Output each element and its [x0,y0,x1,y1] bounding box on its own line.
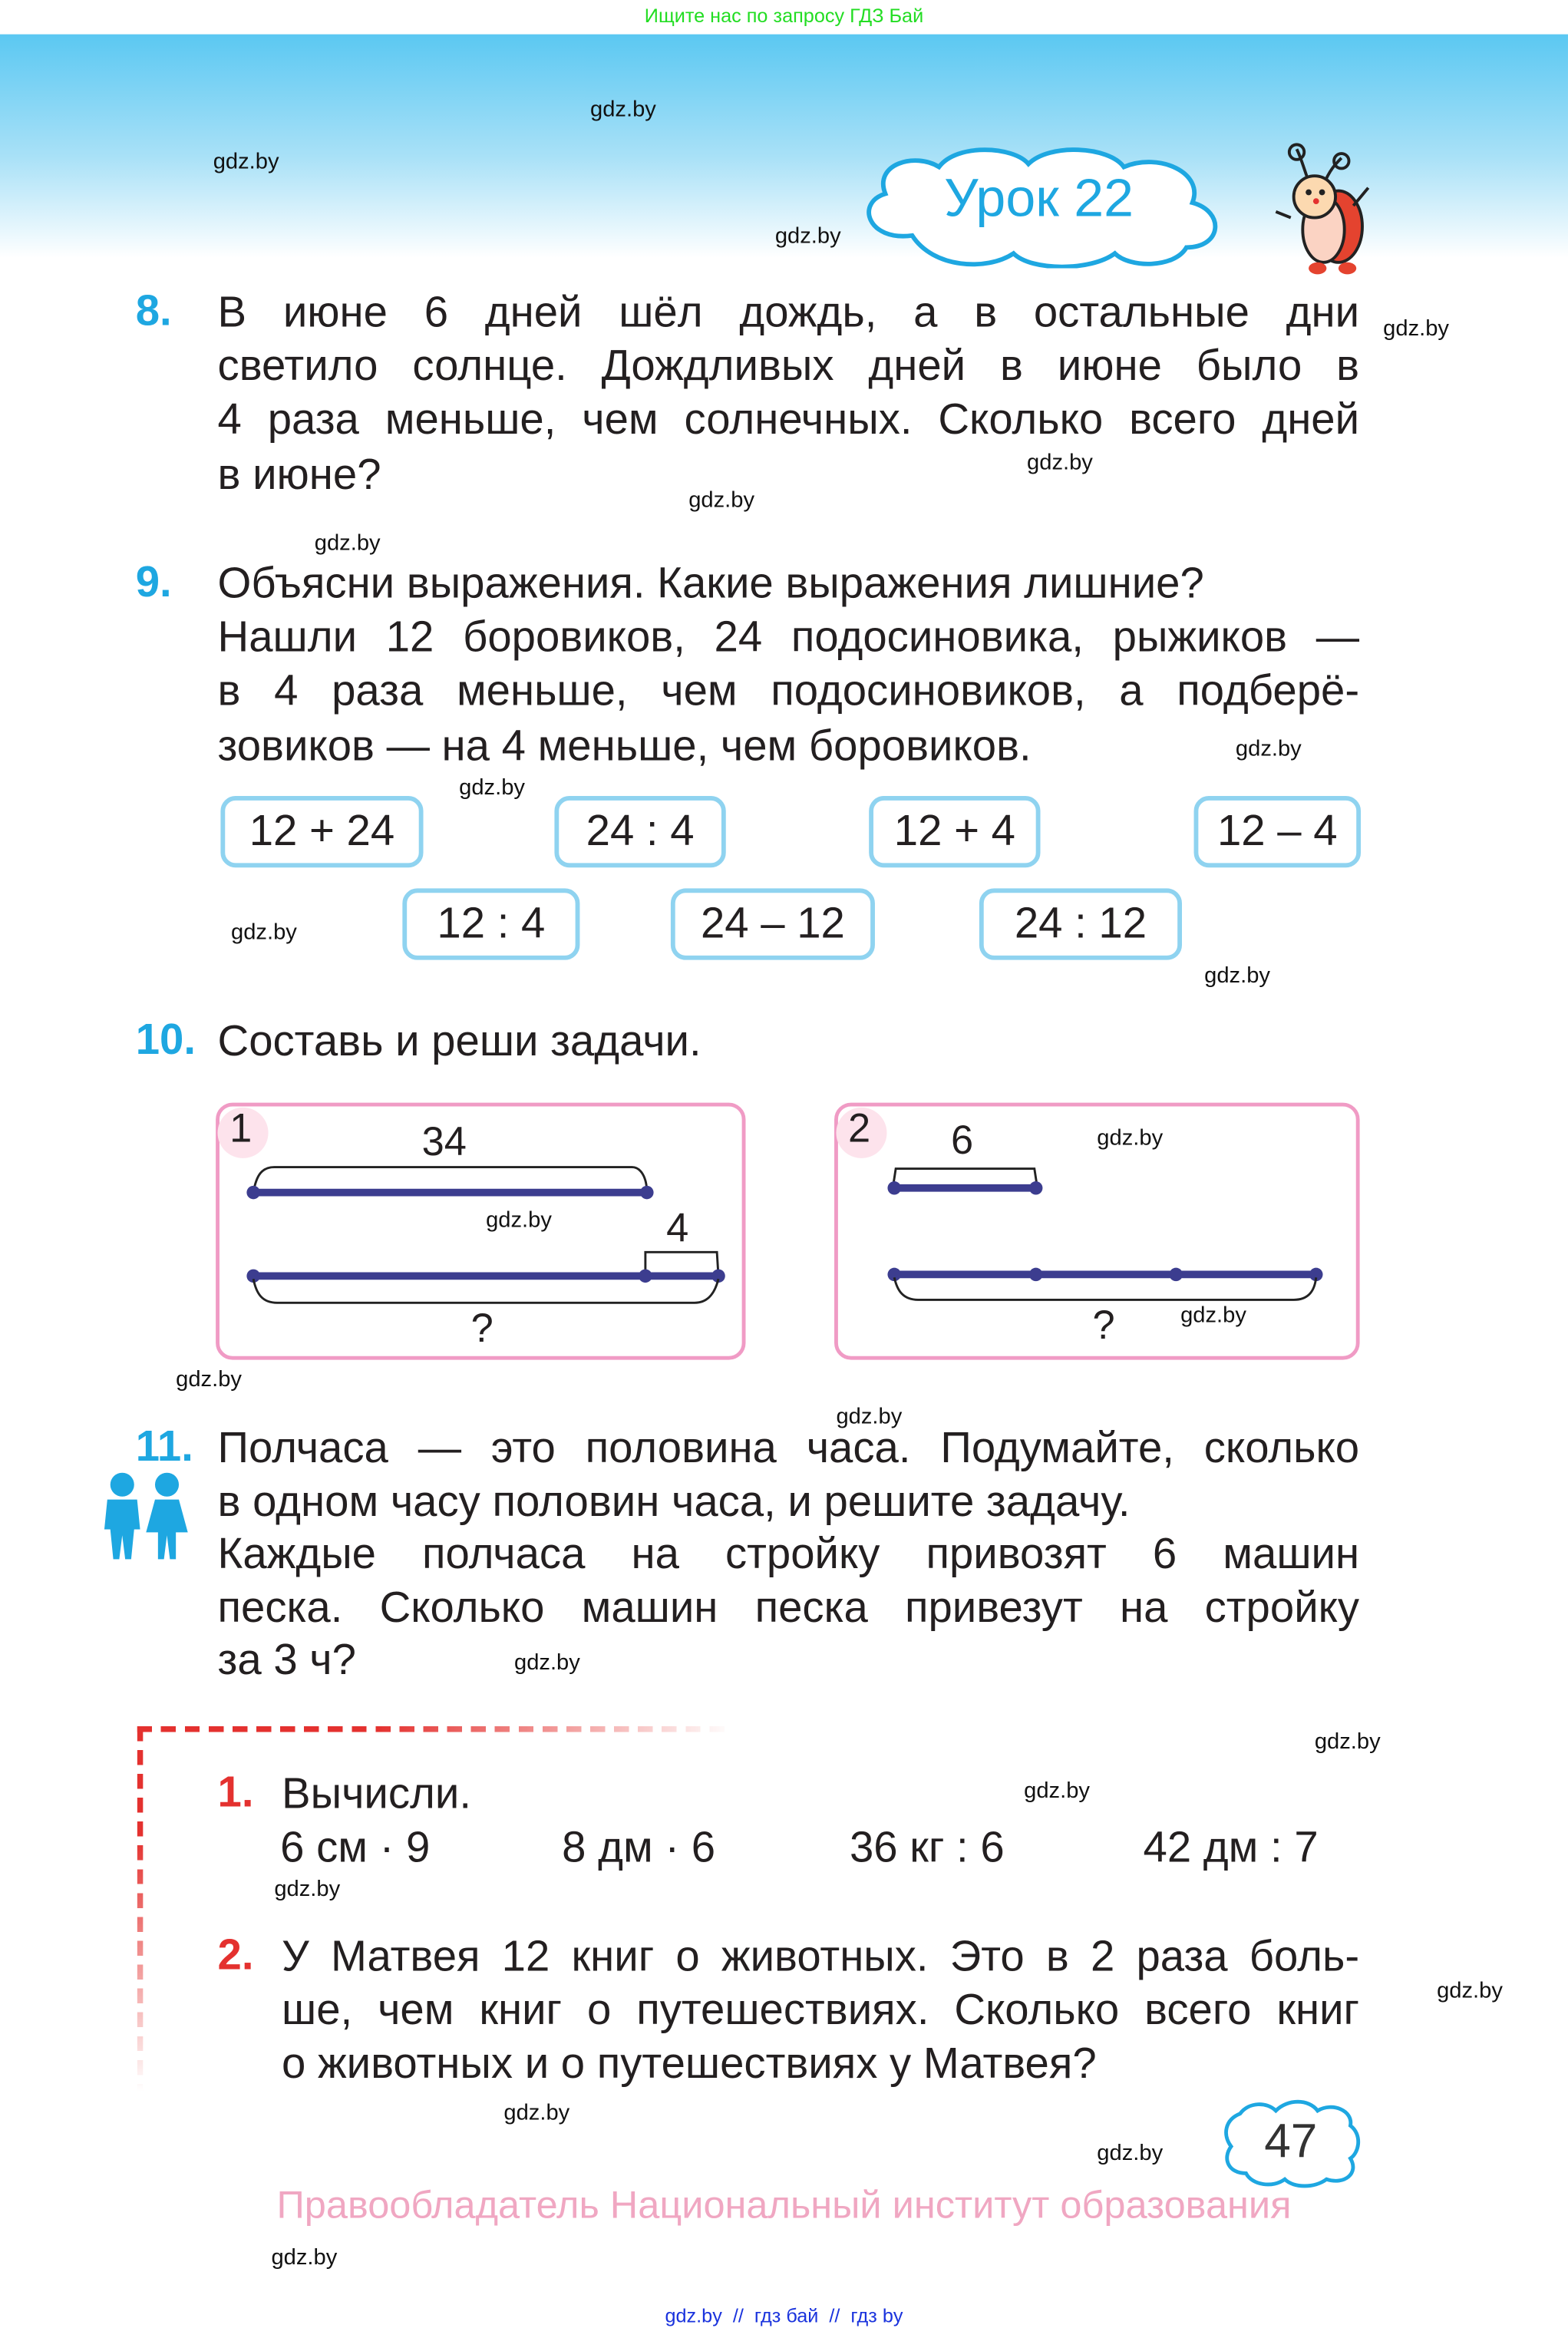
pair-work-kids-icon [95,1470,196,1562]
expression-card: 12 + 24 [220,796,423,867]
text-line: песка. Сколько машин песка привезут на стройку [217,1584,1360,1633]
watermark: gdz.by [503,2100,570,2126]
expression-card: 12 + 4 [869,796,1040,867]
watermark: gdz.by [176,1366,242,1392]
expression-card: 12 – 4 [1194,796,1362,867]
expression-card: 12 : 4 [402,888,579,959]
review-border-left [137,1726,144,2092]
watermark: gdz.by [590,97,656,123]
diagram-2-unknown: ? [1092,1303,1115,1348]
watermark: gdz.by [274,1876,341,1902]
lesson-title: Урок 22 [944,167,1134,229]
watermark: gdz.by [1180,1303,1246,1329]
text-line: в 4 раза меньше, чем подосиновиков, а подберё- [217,668,1360,716]
task-9-number: 9. [135,559,172,607]
text-line: в одном часу половин часа, и решите задачу. [217,1478,1131,1527]
review-task-1-title: Вычисли. [282,1771,472,1819]
watermark: gdz.by [213,149,279,175]
expression-card: 24 – 12 [671,888,875,959]
text-line: Каждые полчаса на стройку привозят 6 машин [217,1531,1360,1579]
review-border-top [137,1726,734,1732]
review-expression: 42 дм : 7 [1143,1824,1319,1873]
watermark: gdz.by [774,223,841,249]
watermark: gdz.by [836,1404,903,1430]
text-line: светило солнце. Дождливых дней в июне было в [217,342,1360,391]
watermark: gdz.by [1235,736,1302,762]
watermark: gdz.by [1097,2140,1164,2166]
review-expression: 6 см · 9 [280,1824,431,1873]
diagram-2-label: 2 [847,1105,871,1151]
copyright-notice: Правообладатель Национальный институт образования [276,2182,1292,2227]
diagram-1-top-value: 34 [421,1119,467,1164]
top-banner[interactable]: Ищите нас по запросу ГДЗ Бай [644,4,924,27]
page-number: 47 [1264,2113,1318,2168]
review-expression: 8 дм · 6 [562,1824,716,1873]
watermark: gdz.by [486,1207,552,1233]
text-line: зовиков — на 4 меньше, чем боровиков. [217,722,1032,771]
diagram-1-unknown: ? [470,1306,494,1351]
watermark: gdz.by [1314,1729,1381,1755]
watermark: gdz.by [314,530,381,556]
watermark: gdz.by [1204,963,1270,989]
watermark: gdz.by [513,1649,580,1676]
text-line: Нашли 12 боровиков, 24 подосиновика, рыжиков — [217,614,1360,662]
watermark: gdz.by [231,920,297,946]
text-line: Объясни выражения. Какие выражения лишние? [217,560,1204,609]
watermark: gdz.by [1437,1978,1503,2004]
watermark: gdz.by [459,774,525,801]
watermark: gdz.by [1383,315,1450,342]
text-line: за 3 ч? [217,1636,356,1685]
task-8-number: 8. [135,287,172,335]
text-line: Полчаса — это половина часа. Подумайте, сколько [217,1425,1360,1473]
task-10-number: 10. [135,1016,196,1065]
diagram-2-top-value: 6 [950,1118,974,1163]
diagram-1-label: 1 [229,1105,253,1151]
watermark: gdz.by [271,2244,338,2270]
task-10-text: Составь и реши задачи. [217,1018,701,1066]
text-line: 4 раза меньше, чем солнечных. Сколько всего дней [217,396,1360,444]
review-task-2-number: 2. [217,1931,254,1980]
watermark: gdz.by [1027,450,1093,476]
review-expression: 36 кг : 6 [849,1824,1005,1873]
watermark: gdz.by [1024,1778,1090,1804]
watermark: gdz.by [688,487,755,514]
text-line: В июне 6 дней шёл дождь, а в остальные дни [217,289,1360,337]
text-line: о животных и о путешествиях у Матвея? [282,2040,1097,2089]
text-line: в июне? [217,451,381,500]
diagram-1-part-value: 4 [666,1206,689,1251]
task-11-number: 11. [135,1423,193,1471]
text-line: ше, чем книг о путешествиях. Сколько всего книг [282,1986,1360,2035]
review-task-1-number: 1. [217,1769,254,1818]
expression-card: 24 : 12 [979,888,1182,959]
text-line: У Матвея 12 книг о животных. Это в 2 раза боль- [282,1933,1360,1981]
watermark: gdz.by [1097,1125,1164,1151]
footer-links[interactable]: gdz.by // гдз бай // гдз by [665,2304,903,2327]
expression-card: 24 : 4 [554,796,725,867]
